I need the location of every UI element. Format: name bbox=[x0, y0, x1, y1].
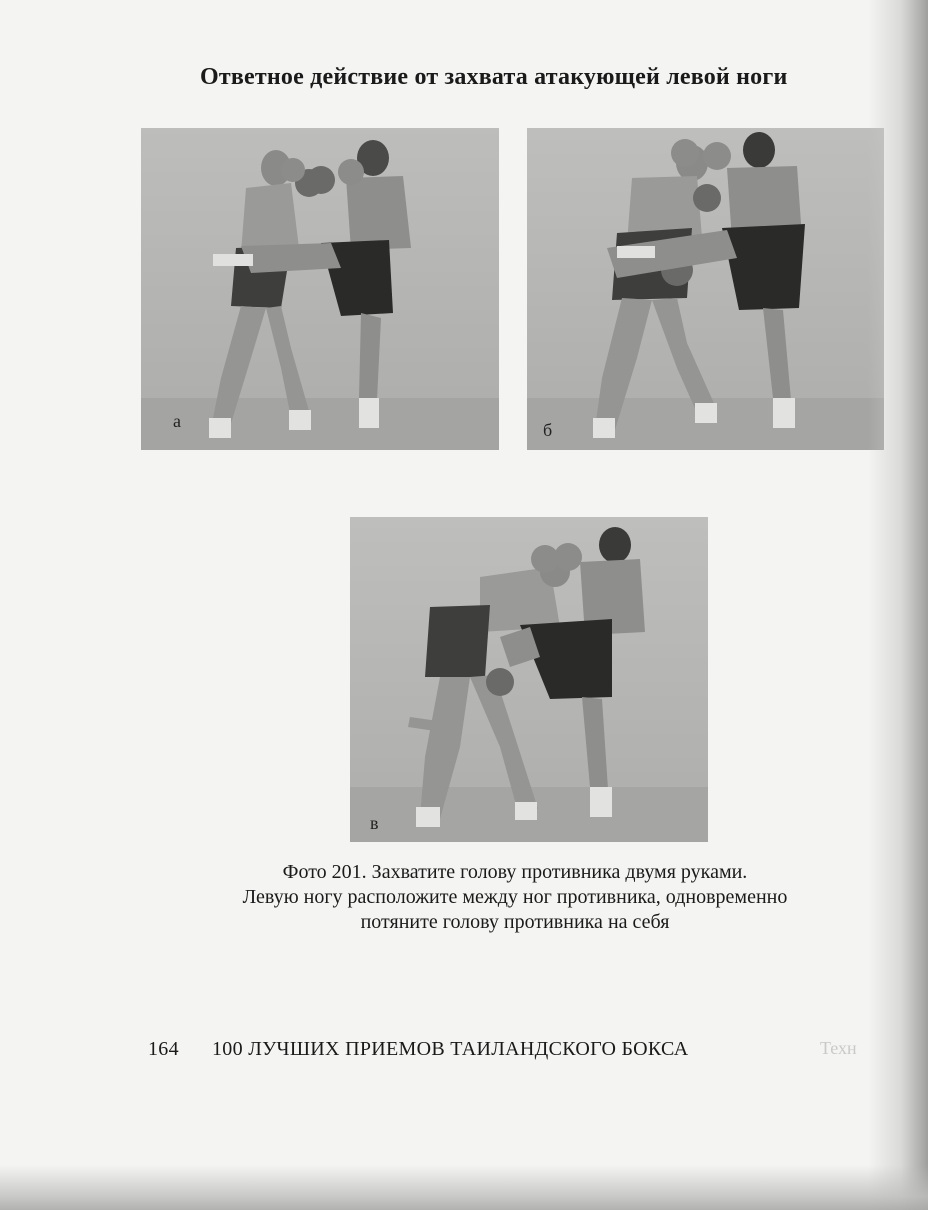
bleed-through-text: Техн bbox=[820, 1038, 857, 1058]
photo-b-image bbox=[527, 128, 884, 450]
page-title: Ответное действие от захвата атакующей левой ноги bbox=[200, 64, 788, 90]
photo-a-image bbox=[141, 128, 499, 450]
caption-line-1: Фото 201. Захватите голову противника двумя руками. bbox=[282, 861, 748, 883]
photo-label-a: а bbox=[173, 411, 181, 431]
page-bottom-shadow bbox=[0, 1165, 928, 1210]
page-edge-shadow bbox=[868, 0, 928, 1210]
photo-b bbox=[527, 128, 884, 450]
photo-label-c: в bbox=[370, 813, 379, 833]
photo-c bbox=[350, 517, 708, 842]
page-footer bbox=[148, 1038, 688, 1061]
photo-a bbox=[141, 128, 499, 450]
photo-c-image bbox=[350, 517, 708, 842]
caption-line-2: Левую ногу расположите между ног противника, одновременно bbox=[242, 886, 788, 908]
book-title: 100 ЛУЧШИХ ПРИЕМОВ ТАИЛАНДСКОГО БОКСА bbox=[212, 1038, 689, 1060]
photo-label-b: б bbox=[543, 420, 553, 440]
photo-caption bbox=[160, 860, 870, 935]
caption-line-3: потяните голову противника на себя bbox=[360, 911, 670, 933]
page-number: 164 bbox=[148, 1038, 179, 1060]
